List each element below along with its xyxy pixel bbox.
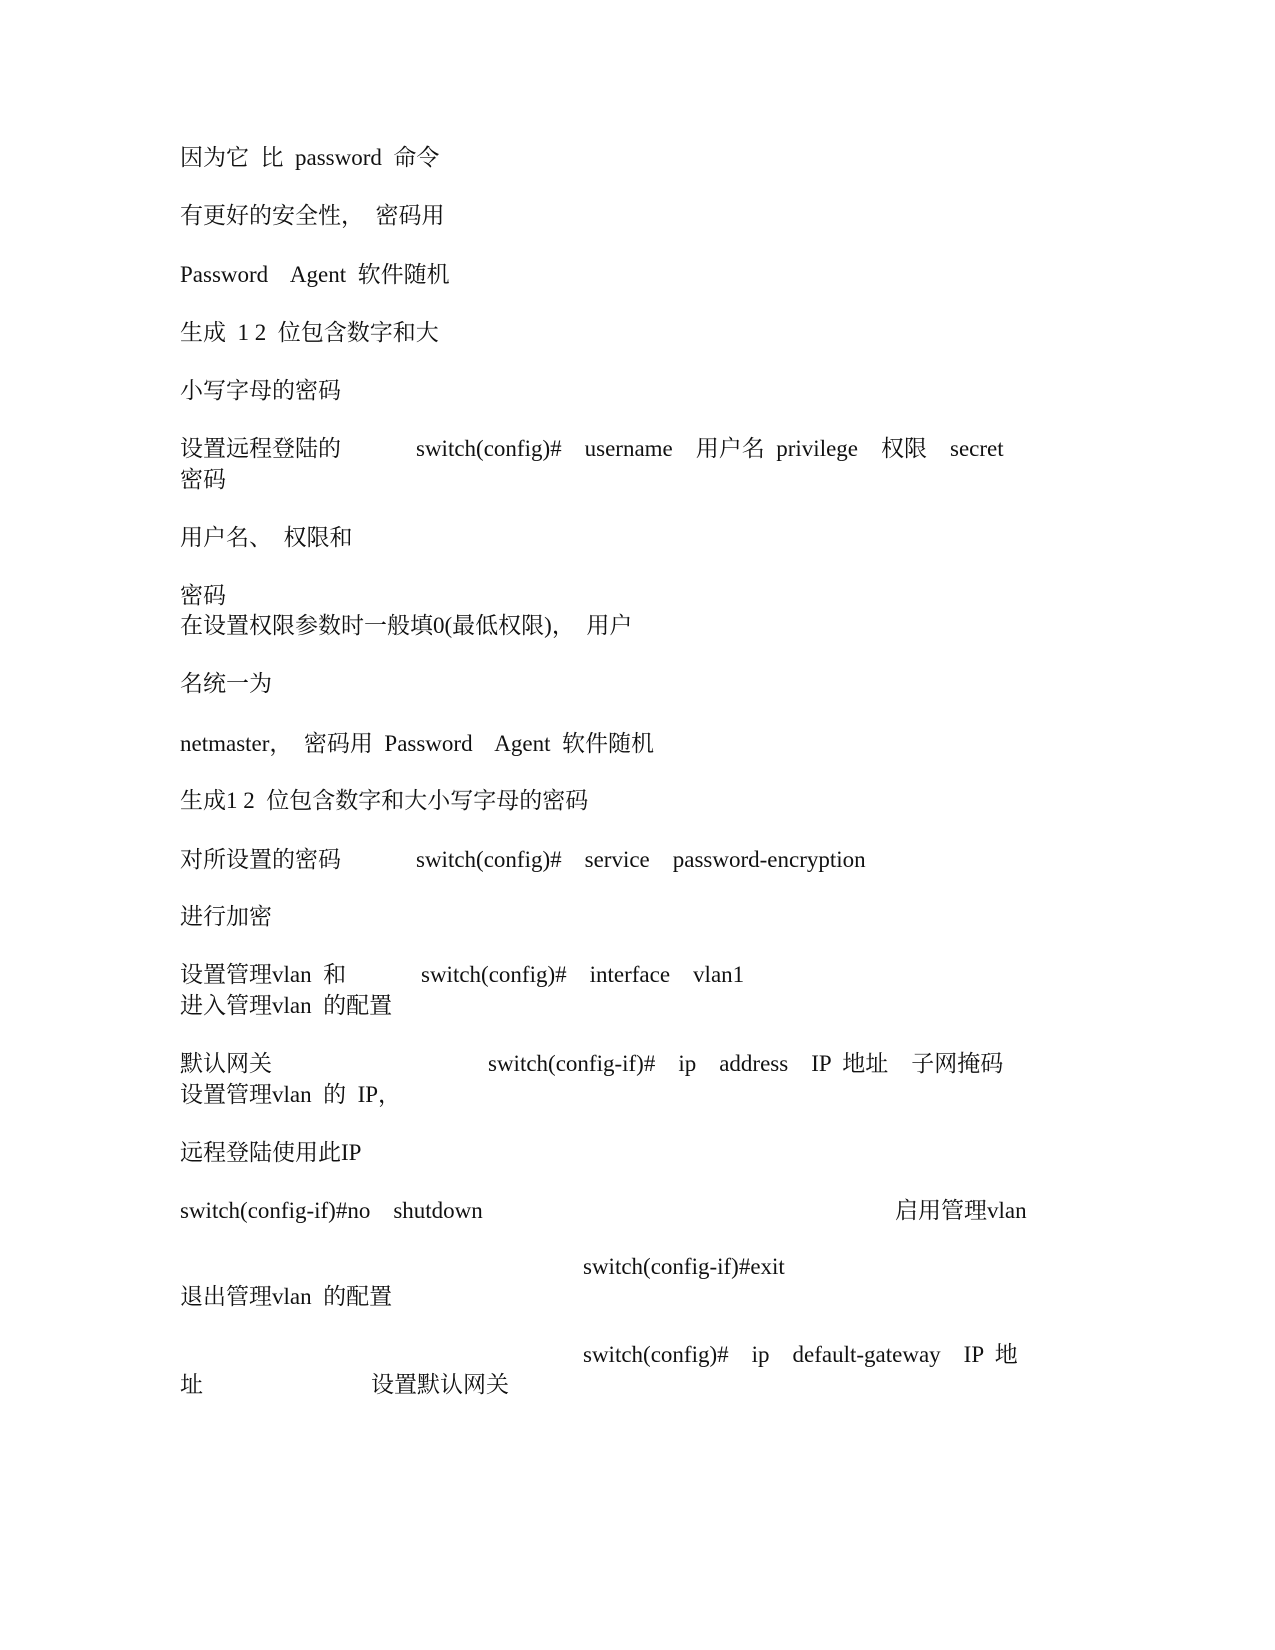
text-line: 密码 [180, 467, 226, 492]
text-line: 进行加密 [180, 904, 272, 929]
command-line: switch(config)# ip default-gateway IP 地 [583, 1342, 1018, 1367]
text-line: 因为它 比 password 命令 [180, 145, 440, 170]
text-line: Password Agent 软件随机 [180, 262, 450, 287]
text-line: 设置管理vlan 和 [180, 962, 347, 987]
text-line: 设置默认网关 [371, 1372, 509, 1397]
text-line: 设置远程登陆的 [180, 436, 341, 461]
text-line: 启用管理vlan [895, 1198, 1027, 1223]
text-line: 远程登陆使用此IP [180, 1140, 362, 1165]
command-line: switch(config)# interface vlan1 [421, 962, 745, 987]
command-line: switch(config-if)# ip address IP 地址 子网掩码 [488, 1051, 1004, 1076]
text-line: 退出管理vlan 的配置 [180, 1284, 393, 1309]
command-line: switch(config-if)#no shutdown [180, 1198, 483, 1223]
text-line: 对所设置的密码 [180, 847, 341, 872]
text-line: 默认网关 [180, 1051, 272, 1076]
command-line: switch(config)# username 用户名 privilege 权限 secret [416, 436, 1004, 461]
text-line: 有更好的安全性， 密码用 [180, 203, 445, 228]
text-line: netmaster， 密码用 Password Agent 软件随机 [180, 731, 655, 756]
text-line: 在设置权限参数时一般填0(最低权限)， 用户 [180, 613, 633, 638]
text-line: 生成 1 2 位包含数字和大 [180, 320, 439, 345]
text-line: 小写字母的密码 [180, 378, 341, 403]
command-line: switch(config-if)#exit [583, 1254, 785, 1279]
text-line: 进入管理vlan 的配置 [180, 993, 393, 1018]
text-line: 用户名、 权限和 [180, 525, 353, 550]
text-line: 址 [180, 1372, 203, 1397]
text-line: 密码 [180, 583, 226, 608]
text-line: 生成1 2 位包含数字和大小写字母的密码 [180, 788, 589, 813]
text-line: 设置管理vlan 的 IP， [180, 1082, 402, 1107]
text-line: 名统一为 [180, 671, 272, 696]
command-line: switch(config)# service password-encryption [416, 847, 866, 872]
